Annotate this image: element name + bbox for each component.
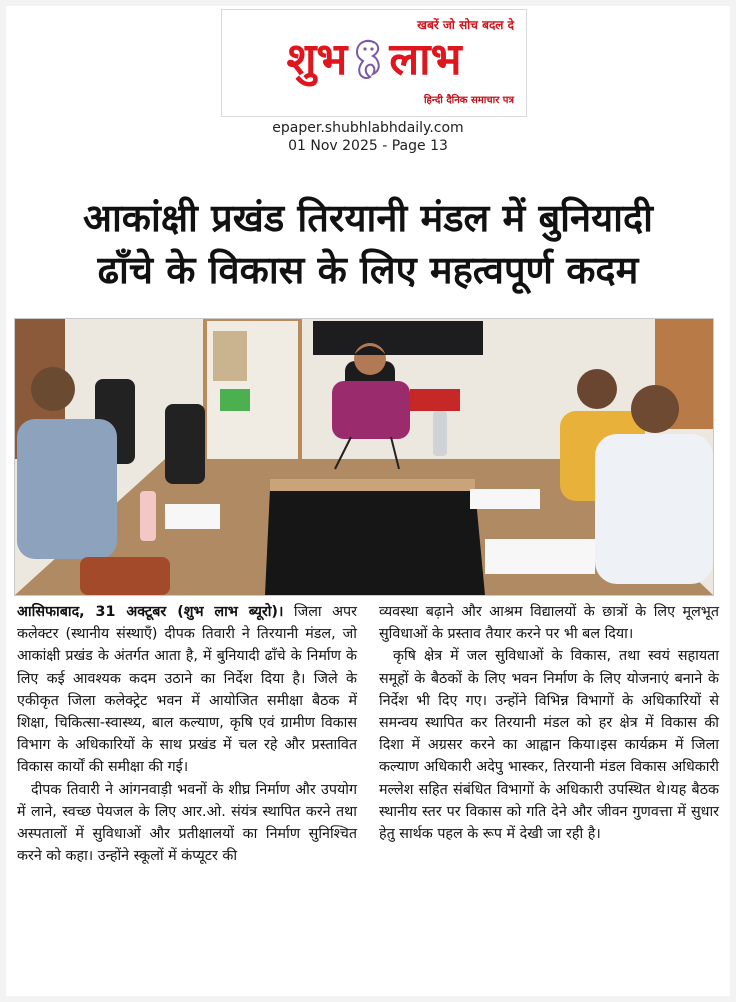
meeting-scene xyxy=(15,319,713,595)
article-column-2 xyxy=(379,601,719,991)
article-headline xyxy=(6,192,730,296)
article-body xyxy=(17,601,719,991)
masthead-tagline: खबरें जो सोच बदल दे xyxy=(417,18,514,32)
article-paragraph-3: व्यवस्था बढ़ाने और आश्रम विद्यालयों के छात्रों के लिए मूलभूत सुविधाओं के प्रस्ताव तैयार करने पर भी बल दिया। xyxy=(379,604,719,643)
site-url[interactable]: epaper.shubhlabhdaily.com xyxy=(272,120,464,136)
article-column-1 xyxy=(17,601,357,991)
article-paragraph-4: कृषि क्षेत्र में जल सुविधाओं के विकास, तथा स्वयं सहायता समूहों के बैठकों के लिए भवन निर्माण के लिए योजनाएं बनाने के निर्देश भी दिए गए। उन्होंने विभिन्न विभागों के अधिकारियों से समन्वय स्थापित कर तिरयानी मंडल को हर क्षेत्र में विकास की दिशा में अग्रसर करने का आह्वान किया।इस कार्यक्रम में जिला कल्याण अधिकारी अदेपु भास्कर, तिरयानी मंडल विकास अधिकारी मल्लेश सहित संबंधित विभागों के अधिकारी उपस्थित थे।यह बैठक स्थानीय स्तर पर विकास को गति देने और जीवन गुणवत्ता में सुधार हेतु सार्थक पहल के रूप में देखी जा रही है। xyxy=(379,648,719,843)
ganesh-emblem-icon xyxy=(351,37,385,83)
meeting-photo xyxy=(14,318,714,596)
headline-line-1: आकांक्षी प्रखंड तिरयानी मंडल में बुनियादी xyxy=(82,196,654,240)
date-page: 01 Nov 2025 - Page 13 xyxy=(288,138,448,154)
brand-wordmark xyxy=(230,32,518,88)
article-paragraph-1-text: जिला अपर कलेक्टर (स्थानीय संस्थाएँ) दीपक तिवारी ने तिरयानी मंडल, जो आकांक्षी प्रखंड के अंतर्गत आता है, में बुनियादी ढाँचे के निर्माण के लिए कई आवश्यक कदम उठाने का निर्देश दिया है। जिले के एकीकृत जिला कलेक्ट्रेट भवन में आयोजित समीक्षा बैठक में शिक्षा, चिकित्सा-स्वास्थ्य, बाल कल्याण, कृषि एवं ग्रामीण विकास विभाग के अधिकारियों के साथ प्रखंड में चल रहे और प्रस्तावित विकास कार्यों की समीक्षा की गई। xyxy=(17,604,357,776)
masthead-logo xyxy=(221,9,527,117)
brand-right: लाभ xyxy=(389,34,462,85)
edition-meta xyxy=(6,119,730,155)
brand-left: शुभ xyxy=(286,34,348,85)
epaper-page xyxy=(6,6,730,996)
headline-line-2: ढाँचे के विकास के लिए महत्वपूर्ण कदम xyxy=(97,248,639,292)
article-paragraph-1 xyxy=(17,601,357,779)
masthead-subtag: हिन्दी दैनिक समाचार पत्र xyxy=(423,95,514,106)
dateline: आसिफाबाद, 31 अक्टूबर (शुभ लाभ ब्यूरो)। xyxy=(17,604,284,620)
article-paragraph-2: दीपक तिवारी ने आंगनवाड़ी भवनों के शीघ्र निर्माण और उपयोग में लाने, स्वच्छ पेयजल के लिए आर.ओ. संयंत्र स्थापित करने तथा अस्पतालों में सुविधाओं और प्रतीक्षालयों का निर्माण सुनिश्चित करने को कहा। उन्होंने स्कूलों में कंप्यूटर की xyxy=(17,781,357,865)
